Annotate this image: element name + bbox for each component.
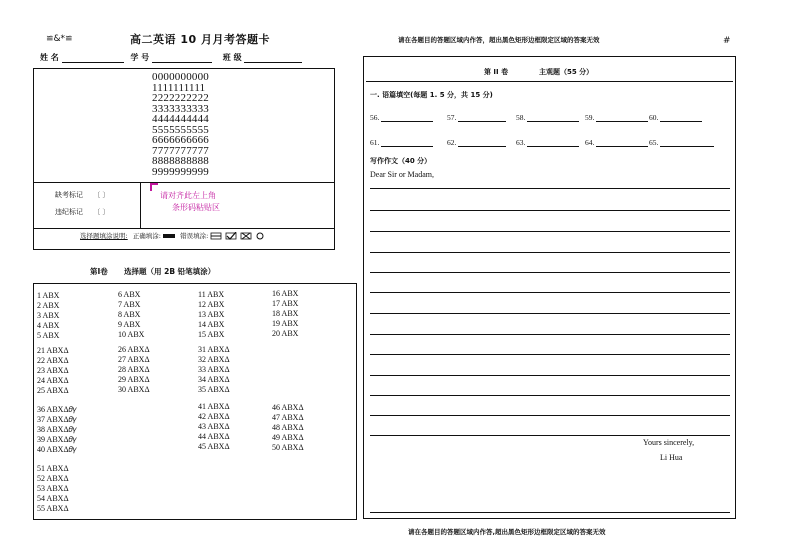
writing-line-bottom[interactable] — [370, 512, 730, 513]
blank-label: 63. — [516, 138, 526, 147]
writing-line[interactable] — [370, 395, 730, 396]
part2-answer-box — [363, 56, 736, 519]
blank-60[interactable] — [649, 113, 702, 122]
filled-box-icon — [163, 234, 175, 238]
violation-label: 违纪标记 — [55, 208, 83, 216]
question-item[interactable]: 32 ABXΔ — [198, 355, 230, 364]
blank-label: 64. — [585, 138, 595, 147]
question-item[interactable]: 48 ABXΔ — [272, 423, 304, 432]
question-group-1-col-2[interactable] — [118, 290, 144, 340]
marks-divider-vertical — [140, 182, 141, 228]
question-item[interactable]: 14 ABX — [198, 320, 225, 329]
id-digit-row: 7777777777 — [152, 144, 209, 157]
question-item[interactable]: 38 ABXΔ𝜃𝛾 — [37, 425, 77, 434]
marks-divider-bottom — [33, 228, 335, 229]
writing-line[interactable] — [370, 415, 730, 416]
question-item[interactable]: 12 ABX — [198, 300, 225, 309]
blank-64[interactable] — [585, 138, 648, 147]
question-item[interactable]: 50 ABXΔ — [272, 443, 304, 452]
writing-line[interactable] — [370, 231, 730, 232]
class-field[interactable] — [244, 62, 302, 63]
bottom-notice: 请在各题目的答题区域内作答,超出黑色矩形边框限定区域的答案无效 — [408, 528, 606, 536]
question-item[interactable]: 10 ABX — [118, 330, 145, 339]
part2-heading-divider — [366, 81, 733, 82]
fill-correct-label: 正确填涂: — [132, 232, 161, 240]
student-id-field[interactable] — [152, 62, 212, 63]
writing-line[interactable] — [370, 354, 730, 355]
id-digit-row: 0000000000 — [152, 71, 209, 83]
question-item[interactable]: 23 ABXΔ — [37, 366, 69, 375]
id-digit-row: 6666666666 — [152, 134, 209, 146]
question-item[interactable]: 24 ABXΔ — [37, 376, 69, 385]
blank-59[interactable] — [585, 113, 648, 122]
part1-heading: 第Ⅰ卷 — [90, 267, 108, 276]
question-item[interactable]: 19 ABX — [272, 319, 299, 328]
question-item[interactable]: 9 ABX — [118, 320, 141, 329]
question-item[interactable]: 34 ABXΔ — [198, 375, 230, 384]
letter-signature: Li Hua — [660, 453, 683, 462]
question-item[interactable]: 35 ABXΔ — [198, 385, 230, 394]
question-item[interactable]: 26 ABXΔ — [118, 345, 150, 354]
blank-field[interactable] — [527, 121, 579, 122]
cloze-section-title: 一. 语篇填空(每题 1. 5 分，共 15 分) — [370, 91, 493, 99]
id-digit-row: 2222222222 — [152, 92, 209, 104]
part2-subheading: 主观题（55 分） — [539, 68, 594, 76]
blank-field[interactable] — [381, 146, 433, 147]
question-group-2-col-2[interactable] — [118, 345, 150, 395]
name-label: 姓 名 — [40, 53, 59, 62]
blank-61[interactable] — [370, 138, 433, 147]
writing-line[interactable] — [370, 252, 730, 253]
question-item[interactable]: 4 ABX — [37, 321, 60, 330]
blank-label: 60. — [649, 113, 659, 122]
fill-instructions — [80, 231, 268, 241]
blank-field[interactable] — [458, 146, 506, 147]
letter-greeting: Dear Sir or Madam, — [370, 170, 434, 179]
violation-mark-row[interactable] — [55, 207, 109, 217]
absent-box[interactable]: 〔 〕 — [93, 191, 110, 199]
fill-wrong-label: 错误填涂: — [180, 232, 209, 240]
question-group-3-col-3[interactable] — [272, 403, 304, 453]
question-item[interactable]: 33 ABXΔ — [198, 365, 230, 374]
page-title: 高二英语 10 月月考答题卡 — [130, 33, 270, 46]
question-item[interactable]: 25 ABXΔ — [37, 386, 69, 395]
id-digit-row: 1111111111 — [152, 81, 206, 94]
question-item[interactable]: 45 ABXΔ — [198, 442, 230, 451]
id-digit-grid[interactable] — [152, 72, 209, 177]
question-item[interactable]: 41 ABXΔ — [198, 402, 230, 411]
writing-line[interactable] — [370, 334, 730, 335]
fill-instructions-label: 选择题填涂说明: — [80, 232, 128, 240]
header-code: ≌&*≌ — [46, 34, 73, 44]
question-item[interactable]: 44 ABXΔ — [198, 432, 230, 441]
question-group-3-col-2[interactable] — [198, 402, 230, 452]
writing-line[interactable] — [370, 188, 730, 189]
id-digit-row: 4444444444 — [152, 113, 209, 125]
id-digit-row: 3333333333 — [152, 102, 209, 115]
question-item[interactable]: 22 ABXΔ — [37, 356, 69, 365]
question-item[interactable]: 16 ABX — [272, 289, 299, 298]
blank-62[interactable] — [447, 138, 506, 147]
barcode-instruction-1: 请对齐此左上角 — [160, 191, 216, 200]
question-group-1-col-3[interactable] — [198, 290, 224, 340]
question-group-2-col-1[interactable] — [37, 346, 69, 396]
absent-label: 缺考标记 — [55, 191, 83, 199]
question-group-1-col-1[interactable] — [37, 291, 59, 341]
student-id-label: 学 号 — [130, 53, 150, 62]
question-item[interactable]: 2 ABX — [37, 301, 60, 310]
violation-box[interactable]: 〔 〕 — [93, 208, 110, 216]
question-item[interactable]: 51 ABXΔ — [37, 464, 69, 473]
id-digit-row: 5555555555 — [152, 123, 209, 136]
blank-field[interactable] — [660, 121, 702, 122]
question-item[interactable]: 1 ABX — [37, 291, 60, 300]
blank-56[interactable] — [370, 113, 433, 122]
id-digit-row: 9999999999 — [152, 165, 209, 178]
blank-65[interactable] — [649, 138, 714, 147]
question-item[interactable]: 53 ABXΔ — [37, 484, 69, 493]
part2-heading: 第 II 卷 — [484, 68, 509, 76]
blank-field[interactable] — [458, 121, 506, 122]
class-label: 班 级 — [222, 53, 242, 62]
blank-field[interactable] — [596, 121, 648, 122]
question-item[interactable]: 29 ABXΔ — [118, 375, 150, 384]
writing-line[interactable] — [370, 435, 730, 436]
writing-section-title: 写作作文（40 分） — [370, 157, 432, 165]
question-item[interactable]: 47 ABXΔ — [272, 413, 304, 422]
question-group-2-col-3[interactable] — [198, 345, 230, 395]
part1-subheading: 选择题（用 2B 铅笔填涂） — [124, 267, 216, 276]
blank-label: 58. — [516, 113, 526, 122]
blank-63[interactable] — [516, 138, 579, 147]
blank-58[interactable] — [516, 113, 579, 122]
writing-line[interactable] — [370, 313, 730, 314]
question-item[interactable]: 8 ABX — [118, 310, 141, 319]
question-item[interactable]: 54 ABXΔ — [37, 494, 69, 503]
part1-answer-box — [33, 283, 357, 520]
question-item[interactable]: 15 ABX — [198, 330, 225, 339]
question-item[interactable]: 3 ABX — [37, 311, 60, 320]
question-item[interactable]: 27 ABXΔ — [118, 355, 150, 364]
question-item[interactable]: 5 ABX — [37, 331, 60, 340]
question-item[interactable]: 40 ABXΔ𝜃𝛾 — [37, 445, 77, 454]
question-item[interactable]: 36 ABXΔ𝜃𝛾 — [37, 405, 77, 414]
marks-divider-top — [33, 182, 335, 183]
blank-label: 57. — [447, 113, 457, 122]
blank-label: 61. — [370, 138, 380, 147]
question-item[interactable]: 52 ABXΔ — [37, 474, 69, 483]
blank-label: 59. — [585, 113, 595, 122]
question-item[interactable]: 43 ABXΔ — [198, 422, 230, 431]
wrong-marks-icon — [210, 232, 268, 240]
question-item[interactable]: 11 ABX — [198, 290, 225, 299]
blank-field[interactable] — [381, 121, 433, 122]
question-item[interactable]: 55 ABXΔ — [37, 504, 69, 513]
question-group-3-col-1[interactable] — [37, 405, 77, 455]
question-item[interactable]: 31 ABXΔ — [198, 345, 230, 354]
blank-field[interactable] — [660, 146, 714, 147]
question-item[interactable]: 7 ABX — [118, 300, 141, 309]
question-item[interactable]: 6 ABX — [118, 290, 141, 299]
student-info-row — [40, 52, 302, 63]
page-hash-mark: # — [723, 36, 731, 46]
writing-line[interactable] — [370, 292, 730, 293]
question-item[interactable]: 46 ABXΔ — [272, 403, 304, 412]
writing-line[interactable] — [370, 272, 730, 273]
writing-line[interactable] — [370, 210, 730, 211]
question-item[interactable]: 13 ABX — [198, 310, 225, 319]
barcode-instruction-2: 条形码粘贴区 — [172, 203, 220, 212]
absent-mark-row[interactable] — [55, 190, 109, 200]
blank-57[interactable] — [447, 113, 506, 122]
question-item[interactable]: 37 ABXΔ𝜃𝛾 — [37, 415, 77, 424]
question-group-1-col-4[interactable] — [272, 289, 298, 339]
question-item[interactable]: 39 ABXΔ𝜃𝛾 — [37, 435, 77, 444]
writing-line[interactable] — [370, 375, 730, 376]
letter-closing: Yours sincerely, — [643, 438, 695, 447]
blank-label: 56. — [370, 113, 380, 122]
question-item[interactable]: 21 ABXΔ — [37, 346, 69, 355]
name-field[interactable] — [62, 62, 124, 63]
id-digit-row: 8888888888 — [152, 155, 209, 167]
question-item[interactable]: 20 ABX — [272, 329, 299, 338]
question-item[interactable]: 18 ABX — [272, 309, 299, 318]
blank-field[interactable] — [596, 146, 648, 147]
top-notice: 请在各题目的答题区域内作答，超出黑色矩形边框限定区域的答案无效 — [398, 36, 600, 44]
question-item[interactable]: 17 ABX — [272, 299, 299, 308]
question-item[interactable]: 28 ABXΔ — [118, 365, 150, 374]
blank-label: 62. — [447, 138, 457, 147]
barcode-corner-icon — [150, 183, 158, 191]
question-item[interactable]: 49 ABXΔ — [272, 433, 304, 442]
question-group-4-col-1[interactable] — [37, 464, 69, 514]
question-item[interactable]: 42 ABXΔ — [198, 412, 230, 421]
question-item[interactable]: 30 ABXΔ — [118, 385, 150, 394]
blank-field[interactable] — [527, 146, 579, 147]
blank-label: 65. — [649, 138, 659, 147]
